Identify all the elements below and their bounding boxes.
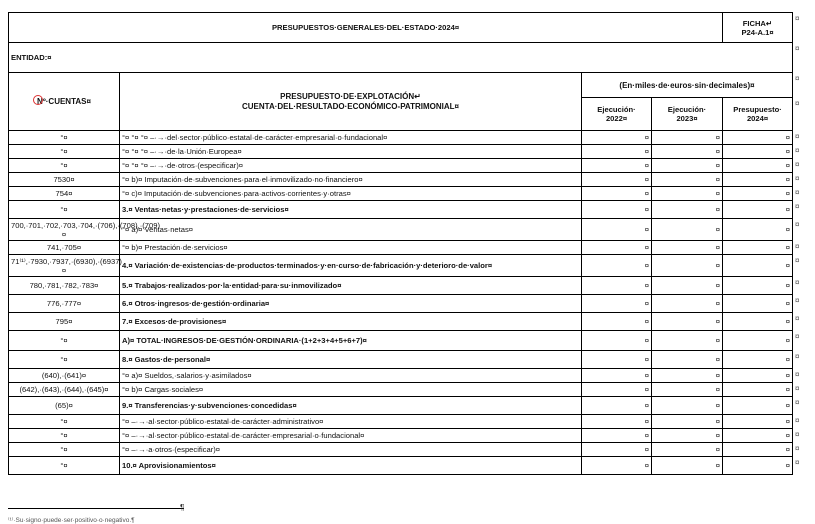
value-2023-cell[interactable]: ¤ xyxy=(652,255,723,277)
ficha-label: FICHA↵ xyxy=(742,18,773,28)
col-header-budget-2024 xyxy=(723,98,793,131)
value-2024-cell[interactable]: ¤ xyxy=(723,415,793,429)
value-2024-cell[interactable]: ¤ xyxy=(723,369,793,383)
table-row xyxy=(9,351,793,369)
account-cell[interactable]: °¤ xyxy=(9,131,120,145)
value-2022-cell[interactable]: ¤ xyxy=(582,457,652,475)
value-2024-cell[interactable]: ¤ xyxy=(723,219,793,241)
paragraph-mark: ¶ xyxy=(180,503,185,512)
row-end-marker: ¤ xyxy=(795,255,800,265)
budget-table xyxy=(8,12,793,475)
account-cell[interactable]: 71⁽¹⁾,·7930,·7937,·(6930),·(6937)¤ xyxy=(9,255,120,277)
row-end-marker: ¤ xyxy=(795,131,800,141)
row-end-marker: ¤ xyxy=(795,98,800,108)
account-cell[interactable]: 776,·777¤ xyxy=(9,295,120,313)
value-2022-cell[interactable]: ¤ xyxy=(582,173,652,187)
account-cell[interactable]: °¤ xyxy=(9,429,120,443)
col-header-execution-2022 xyxy=(582,98,652,131)
value-2023-cell[interactable]: ¤ xyxy=(652,351,723,369)
table-row xyxy=(9,369,793,383)
ficha-number: P24-A.1¤ xyxy=(741,27,774,37)
row-end-marker: ¤ xyxy=(795,331,800,341)
table-row xyxy=(9,241,793,255)
table-row xyxy=(9,383,793,397)
concept-cell: 6.¤ Otros·ingresos·de·gestión·ordinaria¤ xyxy=(120,295,582,313)
row-end-marker: ¤ xyxy=(795,13,800,23)
table-row xyxy=(9,313,793,331)
value-2024-cell[interactable]: ¤ xyxy=(723,241,793,255)
account-cell[interactable]: °¤ xyxy=(9,159,120,173)
value-2024-cell[interactable]: ¤ xyxy=(723,397,793,415)
value-2023-cell[interactable]: ¤ xyxy=(652,219,723,241)
account-cell[interactable]: (65)¤ xyxy=(9,397,120,415)
concept-cell: °¤ b)¤ Cargas·sociales¤ xyxy=(120,383,582,397)
table-row xyxy=(9,429,793,443)
value-2024-cell[interactable]: ¤ xyxy=(723,201,793,219)
row-end-marker: ¤ xyxy=(795,173,800,183)
units-note: (En·miles·de·euros·sin·decimales)¤ xyxy=(582,73,793,98)
value-2022-cell[interactable]: ¤ xyxy=(582,201,652,219)
account-cell[interactable]: °¤ xyxy=(9,457,120,475)
concept-cell: °¤ –·→·al·sector·público·estatal·de·carácter·administrativo¤ xyxy=(120,415,582,429)
value-2023-cell[interactable]: ¤ xyxy=(652,159,723,173)
value-2023-cell[interactable]: ¤ xyxy=(652,457,723,475)
value-2023-cell[interactable]: ¤ xyxy=(652,429,723,443)
value-2023-cell[interactable]: ¤ xyxy=(652,295,723,313)
concept-cell: 5.¤ Trabajos·realizados·por·la·entidad·para·su·inmovilizado¤ xyxy=(120,277,582,295)
value-2023-cell[interactable]: ¤ xyxy=(652,145,723,159)
row-end-marker: ¤ xyxy=(795,443,800,453)
table-row xyxy=(9,255,793,277)
concept-cell: 3.¤ Ventas·netas·y·prestaciones·de·servicios¤ xyxy=(120,201,582,219)
table-row xyxy=(9,159,793,173)
value-2022-cell[interactable]: ¤ xyxy=(582,295,652,313)
col-header-2023-line1: Ejecución· xyxy=(667,105,707,114)
row-end-marker: ¤ xyxy=(795,145,800,155)
value-2022-cell[interactable]: ¤ xyxy=(582,443,652,457)
table-row xyxy=(9,415,793,429)
value-2024-cell[interactable]: ¤ xyxy=(723,457,793,475)
row-end-marker: ¤ xyxy=(795,219,800,229)
value-2022-cell[interactable]: ¤ xyxy=(582,351,652,369)
value-2022-cell[interactable]: ¤ xyxy=(582,277,652,295)
spellcheck-mark xyxy=(33,95,43,105)
account-cell[interactable]: °¤ xyxy=(9,331,120,351)
value-2024-cell[interactable]: ¤ xyxy=(723,255,793,277)
col-header-2022-line2: 2022¤ xyxy=(605,114,628,123)
table-row xyxy=(9,277,793,295)
table-row xyxy=(9,173,793,187)
value-2024-cell[interactable]: ¤ xyxy=(723,277,793,295)
table-row xyxy=(9,131,793,145)
concept-cell: °¤ °¤ °¤ –·→·del·sector·público·estatal·de·carácter·empresarial·o·fundacional¤ xyxy=(120,131,582,145)
value-2024-cell[interactable]: ¤ xyxy=(723,331,793,351)
account-cell[interactable]: 700,·701,·702,·703,·704,·(706),·(708),·(709)¤ xyxy=(9,219,120,241)
value-2022-cell[interactable]: ¤ xyxy=(582,159,652,173)
row-end-marker: ¤ xyxy=(795,43,800,53)
value-2024-cell[interactable]: ¤ xyxy=(723,131,793,145)
account-cell[interactable]: 754¤ xyxy=(9,187,120,201)
table-row xyxy=(9,201,793,219)
value-2024-cell[interactable]: ¤ xyxy=(723,313,793,331)
value-2022-cell[interactable]: ¤ xyxy=(582,369,652,383)
account-cell[interactable]: °¤ xyxy=(9,201,120,219)
row-end-marker: ¤ xyxy=(795,73,800,83)
table-row xyxy=(9,331,793,351)
entity-field[interactable]: ENTIDAD:¤ xyxy=(9,43,793,73)
value-2023-cell[interactable]: ¤ xyxy=(652,397,723,415)
footnote-separator xyxy=(8,508,184,509)
row-end-marker: ¤ xyxy=(795,277,800,287)
concept-cell: 10.¤ Aprovisionamientos¤ xyxy=(120,457,582,475)
value-2024-cell[interactable]: ¤ xyxy=(723,159,793,173)
row-end-marker: ¤ xyxy=(795,351,800,361)
concept-cell: 8.¤ Gastos·de·personal¤ xyxy=(120,351,582,369)
concept-cell: °¤ –·→·al·sector·público·estatal·de·carácter·empresarial·o·fundacional¤ xyxy=(120,429,582,443)
concept-cell: °¤ c)¤ Imputación·de·subvenciones·para·activos·corrientes·y·otras¤ xyxy=(120,187,582,201)
statement-title xyxy=(120,73,582,131)
value-2022-cell[interactable]: ¤ xyxy=(582,241,652,255)
accounts-header: Nº·CUENTAS¤ xyxy=(9,73,120,131)
statement-title-line2: CUENTA·DEL·RESULTADO·ECONÓMICO-PATRIMONIAL¤ xyxy=(241,101,460,111)
document-title: PRESUPUESTOS·GENERALES·DEL·ESTADO·2024¤ xyxy=(9,13,723,43)
value-2024-cell[interactable]: ¤ xyxy=(723,295,793,313)
concept-cell: °¤ a)¤ Sueldos,·salarios·y·asimilados¤ xyxy=(120,369,582,383)
concept-cell: °¤ a)¤ Ventas·netas¤ xyxy=(120,219,582,241)
value-2024-cell[interactable]: ¤ xyxy=(723,429,793,443)
value-2024-cell[interactable]: ¤ xyxy=(723,173,793,187)
col-header-2023-line2: 2023¤ xyxy=(676,114,698,123)
value-2024-cell[interactable]: ¤ xyxy=(723,145,793,159)
value-2023-cell[interactable]: ¤ xyxy=(652,383,723,397)
row-end-marker: ¤ xyxy=(795,241,800,251)
row-end-marker: ¤ xyxy=(795,429,800,439)
table-row xyxy=(9,397,793,415)
value-2024-cell[interactable]: ¤ xyxy=(723,187,793,201)
col-header-2022-line1: Ejecución· xyxy=(597,105,636,114)
value-2022-cell[interactable]: ¤ xyxy=(582,383,652,397)
value-2022-cell[interactable]: ¤ xyxy=(582,187,652,201)
table-row xyxy=(9,219,793,241)
value-2023-cell[interactable]: ¤ xyxy=(652,369,723,383)
row-end-marker: ¤ xyxy=(795,201,800,211)
row-end-marker: ¤ xyxy=(795,415,800,425)
table-row xyxy=(9,145,793,159)
row-end-marker: ¤ xyxy=(795,313,800,323)
value-2023-cell[interactable]: ¤ xyxy=(652,331,723,351)
account-cell[interactable]: (642),·(643),·(644),·(645)¤ xyxy=(9,383,120,397)
value-2024-cell[interactable]: ¤ xyxy=(723,351,793,369)
value-2022-cell[interactable]: ¤ xyxy=(582,255,652,277)
row-end-marker: ¤ xyxy=(795,295,800,305)
table-row xyxy=(9,457,793,475)
value-2022-cell[interactable]: ¤ xyxy=(582,331,652,351)
account-cell[interactable]: 741,·705¤ xyxy=(9,241,120,255)
value-2023-cell[interactable]: ¤ xyxy=(652,201,723,219)
concept-cell: °¤ b)¤ Imputación·de·subvenciones·para·el·inmovilizado·no·financiero¤ xyxy=(120,173,582,187)
account-cell[interactable]: °¤ xyxy=(9,145,120,159)
col-header-execution-2023 xyxy=(652,98,723,131)
table-row xyxy=(9,187,793,201)
concept-cell: °¤ °¤ °¤ –·→·de·la·Unión·Europea¤ xyxy=(120,145,582,159)
value-2023-cell[interactable]: ¤ xyxy=(652,443,723,457)
concept-cell: 9.¤ Transferencias·y·subvenciones·concedidas¤ xyxy=(120,397,582,415)
row-end-marker: ¤ xyxy=(795,397,800,407)
value-2023-cell[interactable]: ¤ xyxy=(652,313,723,331)
account-cell[interactable]: 795¤ xyxy=(9,313,120,331)
value-2022-cell[interactable]: ¤ xyxy=(582,415,652,429)
concept-cell: °¤ b)¤ Prestación·de·servicios¤ xyxy=(120,241,582,255)
row-end-marker: ¤ xyxy=(795,187,800,197)
value-2022-cell[interactable]: ¤ xyxy=(582,429,652,443)
concept-cell: °¤ –·→·a·otros·(especificar)¤ xyxy=(120,443,582,457)
value-2023-cell[interactable]: ¤ xyxy=(652,187,723,201)
account-cell[interactable]: °¤ xyxy=(9,443,120,457)
concept-cell: 7.¤ Excesos·de·provisiones¤ xyxy=(120,313,582,331)
concept-cell: 4.¤ Variación·de·existencias·de·productos·terminados·y·en·curso·de·fabricación·y·deterioro·de·valor¤ xyxy=(120,255,582,277)
value-2022-cell[interactable]: ¤ xyxy=(582,219,652,241)
account-cell[interactable]: (640),·(641)¤ xyxy=(9,369,120,383)
concept-cell: °¤ °¤ °¤ –·→·de·otros·(especificar)¤ xyxy=(120,159,582,173)
value-2023-cell[interactable]: ¤ xyxy=(652,277,723,295)
value-2022-cell[interactable]: ¤ xyxy=(582,145,652,159)
value-2023-cell[interactable]: ¤ xyxy=(652,131,723,145)
row-end-marker: ¤ xyxy=(795,383,800,393)
value-2023-cell[interactable]: ¤ xyxy=(652,241,723,255)
account-cell[interactable]: °¤ xyxy=(9,415,120,429)
table-row xyxy=(9,443,793,457)
account-cell[interactable]: °¤ xyxy=(9,351,120,369)
value-2024-cell[interactable]: ¤ xyxy=(723,383,793,397)
value-2022-cell[interactable]: ¤ xyxy=(582,397,652,415)
row-end-marker: ¤ xyxy=(795,159,800,169)
col-header-2024-line1: Presupuesto· xyxy=(733,105,782,114)
account-cell[interactable]: 7530¤ xyxy=(9,173,120,187)
row-end-marker: ¤ xyxy=(795,369,800,379)
value-2024-cell[interactable]: ¤ xyxy=(723,443,793,457)
statement-title-line1: PRESUPUESTO·DE·EXPLOTACIÓN↵ xyxy=(280,91,421,101)
row-end-marker: ¤ xyxy=(795,457,800,467)
value-2022-cell[interactable]: ¤ xyxy=(582,131,652,145)
value-2022-cell[interactable]: ¤ xyxy=(582,313,652,331)
value-2023-cell[interactable]: ¤ xyxy=(652,173,723,187)
account-cell[interactable]: 780,·781,·782,·783¤ xyxy=(9,277,120,295)
footnote: ⁽¹⁾·Su·signo·puede·ser·positivo·o·negativo.¶ xyxy=(8,517,135,524)
table-row xyxy=(9,295,793,313)
value-2023-cell[interactable]: ¤ xyxy=(652,415,723,429)
col-header-2024-line2: 2024¤ xyxy=(746,114,769,123)
ficha-code xyxy=(723,13,793,43)
concept-cell: A)¤ TOTAL·INGRESOS·DE·GESTIÓN·ORDINARIA·(1+2+3+4+5+6+7)¤ xyxy=(120,331,582,351)
